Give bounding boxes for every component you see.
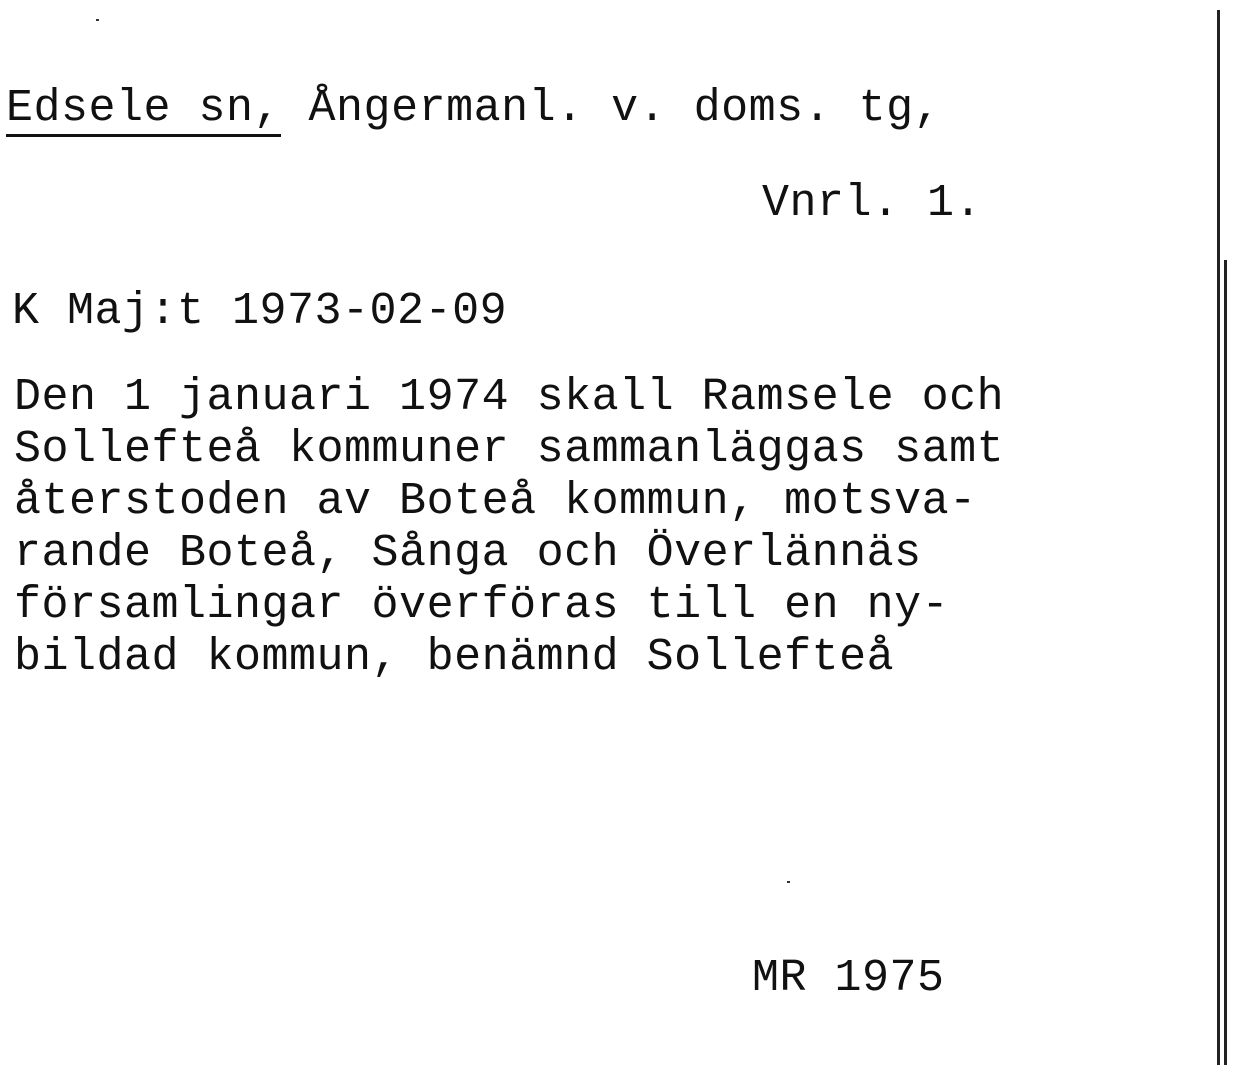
body-line: Den 1 januari 1974 skall Ramsele och xyxy=(14,372,1005,423)
scan-speck xyxy=(96,19,99,21)
card-heading xyxy=(6,80,941,138)
date-stamp: MR 1975 xyxy=(752,953,945,1004)
card-edge-line xyxy=(1224,260,1227,1065)
parish-name: Edsele sn, xyxy=(6,83,281,137)
body-line: återstoden av Boteå kommun, motsva- xyxy=(14,476,977,527)
body-line: rande Boteå, Sånga och Överlännäs xyxy=(14,528,922,579)
decision-reference: K Maj:t 1973-02-09 xyxy=(12,286,508,337)
district-name: Ångermanl. v. doms. tg, xyxy=(281,83,942,134)
scan-speck xyxy=(787,881,790,883)
card-edge-line xyxy=(1217,10,1220,1065)
body-line: bildad kommun, benämnd Sollefteå xyxy=(14,632,895,683)
volume-reference: Vnrl. 1. xyxy=(762,178,983,229)
card-body xyxy=(14,372,1004,684)
body-line: församlingar överföras till en ny- xyxy=(14,580,950,631)
body-line: Sollefteå kommuner sammanläggas samt xyxy=(14,424,1005,475)
